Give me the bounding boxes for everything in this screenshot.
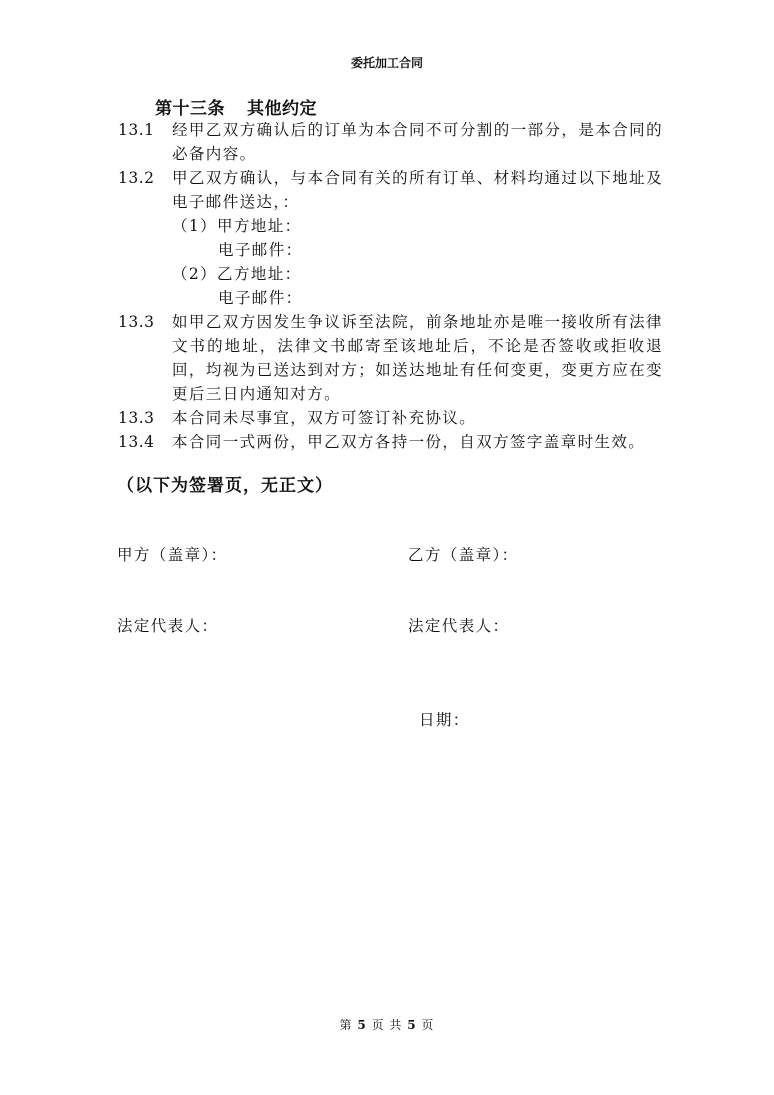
article-number: 第十三条 [155, 99, 225, 119]
clause-13-4 [118, 430, 663, 454]
party-b-seal-label: 乙方（盖章）： [408, 546, 519, 564]
footer-total-pages: 5 [407, 1018, 417, 1032]
clause-text: 甲乙双方确认，与本合同有关的所有订单、材料均通过以下地址及电子邮件送达，： [172, 169, 663, 211]
clause-13-3 [118, 310, 663, 406]
article-heading: 其他约定 [247, 99, 317, 119]
clause-text: 如甲乙双方因发生争议诉至法院，前条地址亦是唯一接收所有法律文书的地址，法律文书邮寄至该地址后，不论是否签收或拒收退回，均视为已送达到对方；如送达地址有任何变更，变更方应在变更后三日内通知对方。 [172, 313, 663, 403]
clause-13-1 [118, 118, 663, 166]
party-a-representative-label: 法定代表人： [117, 617, 219, 635]
footer-page-number: 5 [357, 1018, 367, 1032]
footer-middle: 页 共 [371, 1018, 403, 1032]
party-b-address-label: （2）乙方地址： [172, 265, 302, 283]
clause-13-2 [118, 166, 663, 214]
clause-text: 经甲乙双方确认后的订单为本合同不可分割的一部分，是本合同的必备内容。 [172, 121, 663, 163]
party-a-seal-label: 甲方（盖章）： [117, 546, 228, 564]
clause-text: 本合同未尽事宜，双方可签订补充协议。 [172, 409, 477, 427]
page-header-title: 委托加工合同 [350, 56, 423, 70]
clause-text: 本合同一式两份，甲乙双方各持一份，自双方签字盖章时生效。 [172, 433, 646, 451]
clause-13-3-supplement [118, 406, 663, 430]
clause-number: 13.4 [118, 433, 155, 451]
clause-number: 13.3 [118, 313, 155, 331]
date-label: 日期： [419, 711, 470, 729]
party-a-address-label: （1）甲方地址： [172, 217, 302, 235]
footer-prefix: 第 [339, 1018, 353, 1032]
party-b-representative-label: 法定代表人： [408, 617, 510, 635]
clause-number: 13.3 [118, 409, 155, 427]
clause-number: 13.1 [118, 121, 155, 139]
party-b-email-label: 电子邮件： [218, 289, 303, 307]
article-title [155, 94, 317, 119]
party-a-email-label: 电子邮件： [218, 241, 303, 259]
clause-number: 13.2 [118, 169, 155, 187]
signature-page-note: （以下为签署页，无正文） [117, 476, 333, 496]
page-footer [0, 1016, 774, 1033]
footer-suffix: 页 [421, 1018, 435, 1032]
